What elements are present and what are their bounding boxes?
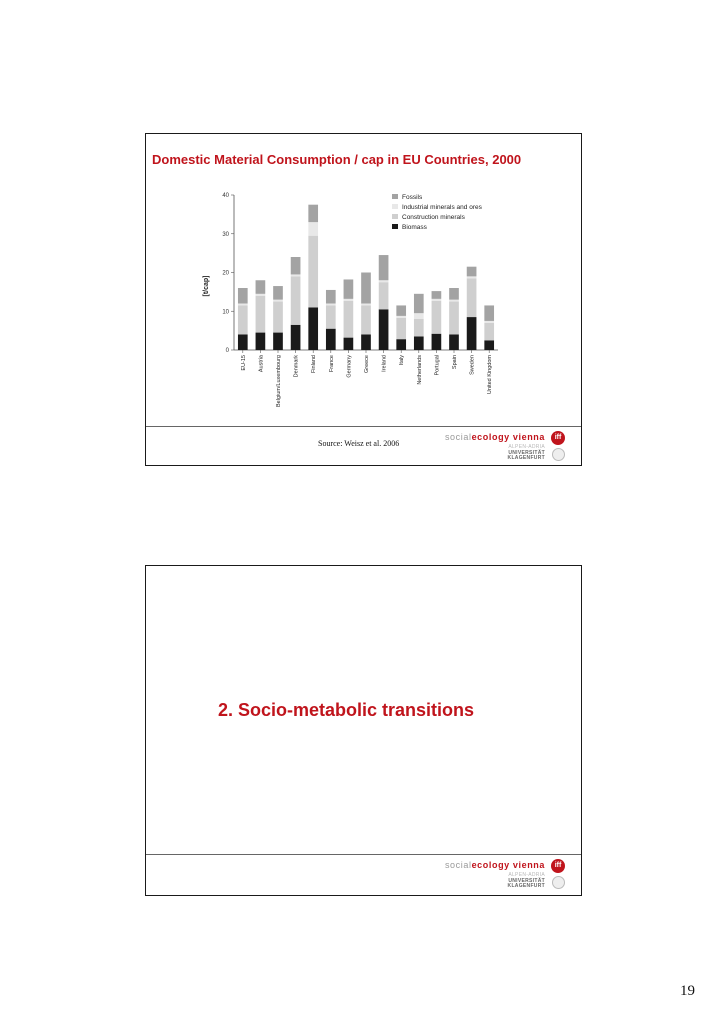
bar-segment <box>361 335 371 351</box>
university-name <box>508 873 545 890</box>
x-tick-label: Ireland <box>381 355 388 372</box>
bar-segment <box>449 288 459 300</box>
bar-segment <box>326 329 336 350</box>
bar-segment <box>449 300 459 302</box>
bar-segment <box>308 205 318 222</box>
x-tick-label: EU-15 <box>240 355 247 371</box>
x-tick-label: Spain <box>452 355 458 370</box>
bar-segment <box>256 294 266 296</box>
logo-word-light: social <box>444 432 472 442</box>
bar-segment <box>467 267 477 277</box>
y-tick-label: 10 <box>222 309 229 316</box>
logo-word-light: social <box>444 860 472 870</box>
bar-segment <box>414 294 424 313</box>
social-ecology-vienna-logo <box>443 858 573 894</box>
bar-segment <box>414 313 424 319</box>
university-seal-icon <box>552 448 565 461</box>
x-tick-label: Portugal <box>434 355 441 376</box>
bar-segment <box>291 276 301 324</box>
bar-segment <box>484 321 494 323</box>
legend-swatch <box>392 194 398 199</box>
footer-divider <box>146 426 581 427</box>
bar-segment <box>291 257 301 274</box>
legend-label: Industrial minerals and ores <box>402 204 482 211</box>
logo-word-strong: ecology vienna <box>471 860 545 870</box>
bar-segment <box>273 286 283 300</box>
university-line-2: UNIVERSITÄT <box>508 449 545 456</box>
x-tick-label: France <box>328 355 335 373</box>
bar-segment <box>361 273 371 304</box>
bar-segment <box>396 305 406 315</box>
logo-word-strong: ecology vienna <box>471 432 545 442</box>
legend-swatch <box>392 224 398 229</box>
x-tick-label: Germany <box>346 355 353 378</box>
section-slide <box>145 565 582 896</box>
x-tick-label: United Kingdom <box>487 355 494 395</box>
bar-segment <box>256 296 266 333</box>
bar-segment <box>379 280 389 282</box>
bar-segment <box>238 304 248 306</box>
university-line-3: KLAGENFURT <box>507 455 545 461</box>
bar-segment <box>379 255 389 280</box>
social-ecology-vienna-logo <box>443 430 573 466</box>
logo-wordmark <box>445 860 545 870</box>
bar-segment <box>344 279 354 298</box>
bar-segment <box>484 340 494 350</box>
bar-segment <box>432 301 442 334</box>
x-tick-label: Greece <box>364 355 370 374</box>
bar-segment <box>361 304 371 306</box>
chart-slide <box>145 133 582 466</box>
legend-label: Biomass <box>402 224 427 231</box>
y-tick-label: 40 <box>222 193 229 199</box>
university-seal-icon <box>552 876 565 889</box>
bar-segment <box>432 299 442 301</box>
iff-logo-icon: iff <box>551 859 565 873</box>
bar-segment <box>308 307 318 350</box>
bar-segment <box>467 317 477 350</box>
bar-segment <box>238 288 248 304</box>
y-axis-label: [t/cap] <box>203 275 210 297</box>
bar-segment <box>291 274 301 276</box>
legend-label: Fossils <box>402 194 423 201</box>
legend <box>392 194 483 231</box>
university-line-1: ALPEN-ADRIA <box>508 872 545 878</box>
bar-segment <box>396 339 406 350</box>
bar-segment <box>414 319 424 336</box>
bars <box>238 205 494 350</box>
bar-segment <box>396 318 406 339</box>
x-tick-label: Finland <box>311 355 318 374</box>
x-tick-label: Denmark <box>293 355 300 378</box>
bar-segment <box>396 316 406 318</box>
bar-segment <box>414 336 424 350</box>
bar-segment <box>379 309 389 350</box>
section-title: 2. Socio-metabolic transitions <box>218 700 475 720</box>
bar-segment <box>484 305 494 321</box>
legend-label: Construction minerals <box>402 214 465 221</box>
bar-segment <box>256 280 266 294</box>
bar-segment <box>256 333 266 350</box>
bar-segment <box>273 300 283 302</box>
bar-segment <box>484 323 494 340</box>
y-tick-label: 0 <box>225 348 229 354</box>
university-name <box>508 445 545 462</box>
x-tick-label: Sweden <box>469 355 476 375</box>
bar-segment <box>379 282 389 309</box>
university-line-2: UNIVERSITÄT <box>508 877 545 884</box>
y-tick-label: 30 <box>222 231 229 238</box>
bar-segment <box>238 335 248 351</box>
bar-segment <box>238 305 248 334</box>
iff-logo-icon: iff <box>551 431 565 445</box>
x-tick-label: Belgium/Luxembourg <box>276 355 282 407</box>
bar-segment <box>432 291 442 299</box>
bar-segment <box>326 305 336 328</box>
bar-segment <box>308 236 318 308</box>
university-line-3: KLAGENFURT <box>507 883 545 889</box>
source-citation: Source: Weisz et al. 2006 <box>318 439 400 448</box>
bar-segment <box>273 333 283 350</box>
stacked-bar-chart <box>196 186 526 426</box>
bar-segment <box>308 222 318 236</box>
bar-segment <box>449 335 459 351</box>
x-axis-labels <box>241 354 493 407</box>
university-line-1: ALPEN-ADRIA <box>508 444 545 450</box>
bar-segment <box>291 325 301 350</box>
bar-segment <box>432 334 442 350</box>
bar-segment <box>344 299 354 301</box>
bar-segment <box>273 302 283 333</box>
bar-segment <box>449 302 459 335</box>
legend-swatch <box>392 204 398 209</box>
y-tick-label: 20 <box>222 270 229 277</box>
x-tick-label: Italy <box>399 355 406 366</box>
legend-swatch <box>392 214 398 219</box>
bar-segment <box>467 276 477 278</box>
bar-segment <box>344 301 354 338</box>
bar-segment <box>361 305 371 334</box>
bar-segment <box>326 290 336 304</box>
bar-segment <box>326 304 336 306</box>
bar-segment <box>467 278 477 317</box>
footer-divider <box>146 854 581 855</box>
bar-segment <box>344 338 354 350</box>
slide-title: Domestic Material Consumption / cap in EU Countries, 2000 <box>152 152 522 167</box>
logo-wordmark <box>445 432 545 442</box>
page-number: 19 <box>680 983 695 999</box>
x-tick-label: Netherlands <box>416 355 423 385</box>
x-tick-label: Austria <box>258 355 265 373</box>
